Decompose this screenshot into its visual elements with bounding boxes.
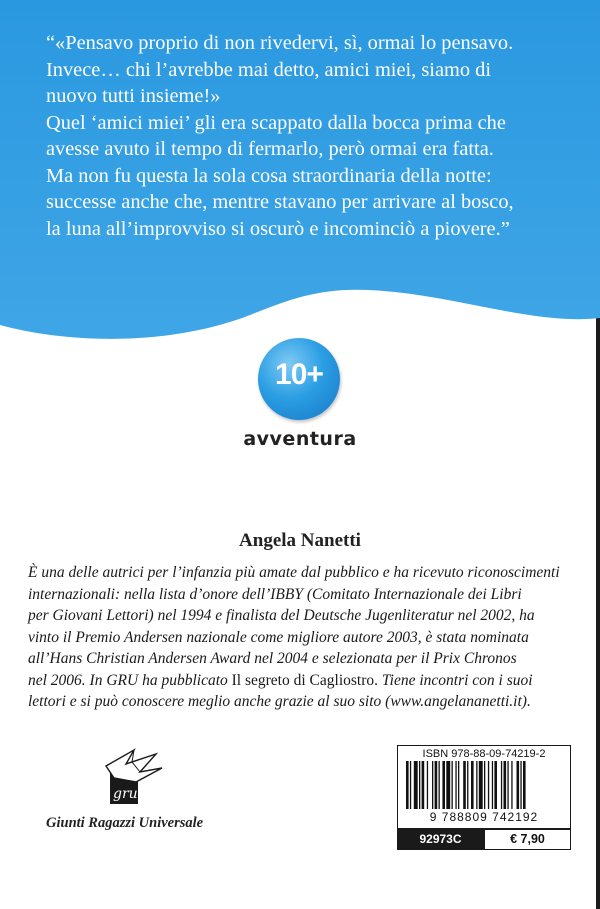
barcode-bar <box>427 761 428 809</box>
quote-line: avesse avuto il tempo di fermarlo, però ormai era fatta. <box>46 138 494 160</box>
barcode-bar <box>455 761 456 809</box>
quote-line: successe anche che, mentre stavano per arrivare al bosco, <box>46 191 514 213</box>
product-code: 92973C <box>397 829 484 850</box>
bio-line: vinto il Premio Andersen nazionale come migliore autore 2003, è stata nominata <box>28 628 529 646</box>
barcode-bar <box>419 761 420 809</box>
barcode-bar <box>458 761 459 809</box>
barcode-bar <box>471 761 474 809</box>
barcode-bar <box>488 761 489 809</box>
barcode-bar <box>494 761 497 809</box>
barcode-bar <box>484 761 485 809</box>
quote-line: Quel ‘amici miei’ gli era scappato dalla bocca prima che <box>46 111 506 134</box>
barcode-bar <box>520 761 521 809</box>
barcode-bar <box>406 761 409 809</box>
blurb-quote <box>46 30 586 242</box>
barcode-bar <box>435 761 438 809</box>
bio-line: È una delle autrici per l’infanzia più amate dal pubblico e ha ricevuto riconoscimenti <box>28 564 560 581</box>
bio-line-with-title <box>28 670 580 692</box>
barcode-bar <box>507 761 508 809</box>
barcode-bar <box>446 761 450 809</box>
barcode-bar <box>492 761 493 809</box>
barcode-bar <box>452 761 453 809</box>
barcode-bar <box>467 761 468 809</box>
bio-line: all’Hans Christian Andersen Award nel 2004 e selezionata per il Prix Chronos <box>28 650 517 667</box>
bio-line-start: nel 2006. In GRU ha pubblicato <box>28 671 232 689</box>
barcode-bar <box>501 761 502 809</box>
bio-line: lettori e si può conoscere meglio anche grazie al suo sito (www.angelananetti.it). <box>28 693 531 710</box>
quote-line: la luna all’improvviso si oscurò e incominciò a piovere.” <box>46 217 510 240</box>
author-name: Angela Nanetti <box>239 530 361 551</box>
barcode <box>397 745 571 829</box>
publisher-name: Giunti Ragazzi Universale <box>46 815 204 831</box>
barcode-bar <box>504 761 507 809</box>
crane-logo-icon <box>96 748 166 808</box>
barcode-bar <box>479 761 483 809</box>
barcode-bar <box>523 761 526 809</box>
barcode-bar <box>410 761 411 809</box>
barcode-bar <box>463 761 466 809</box>
price: € 7,90 <box>484 829 571 850</box>
age-badge <box>258 338 340 420</box>
barcode-bar <box>476 761 477 809</box>
quote-line: Invece… chi l’avrebbe mai detto, amici miei, siamo di <box>46 58 492 81</box>
age-label: 10+ <box>275 358 323 391</box>
barcode-bar <box>442 761 445 809</box>
book-title: Il segreto di Cagliostro. <box>231 671 379 689</box>
barcode-bar <box>517 761 520 809</box>
logo-text: gru <box>113 786 138 802</box>
bio-line: internazionali: nella lista d’onore dell’IBBY (Comitato Internazionale dei Libri <box>28 585 522 603</box>
isbn-number: ISBN 978-88-09-74219-2 <box>422 748 546 760</box>
bio-line: per Giovani Lettori) nel 1994 e finalista del Deutsche Jugenliteratur nel 2002, ha <box>28 607 535 624</box>
quote-line: Ma non fu questa la sola cosa straordinaria della notte: <box>46 164 492 187</box>
barcode-bars <box>406 761 562 809</box>
quote-line: “«Pensavo proprio di non rivedervi, sì, ormai lo pensavo. <box>46 32 514 54</box>
barcode-bar <box>511 761 512 809</box>
genre-label: avventura <box>243 428 357 450</box>
author-bio <box>28 562 580 713</box>
barcode-bar <box>439 761 440 809</box>
quote-line: nuovo tutti insieme!» <box>46 85 221 107</box>
barcode-bar <box>432 761 433 809</box>
ean-number: 9 788809 742192 <box>429 810 539 824</box>
barcode-bar <box>422 761 425 809</box>
bio-line-end: Tiene incontri con i suoi <box>378 671 533 689</box>
barcode-bar <box>414 761 418 809</box>
